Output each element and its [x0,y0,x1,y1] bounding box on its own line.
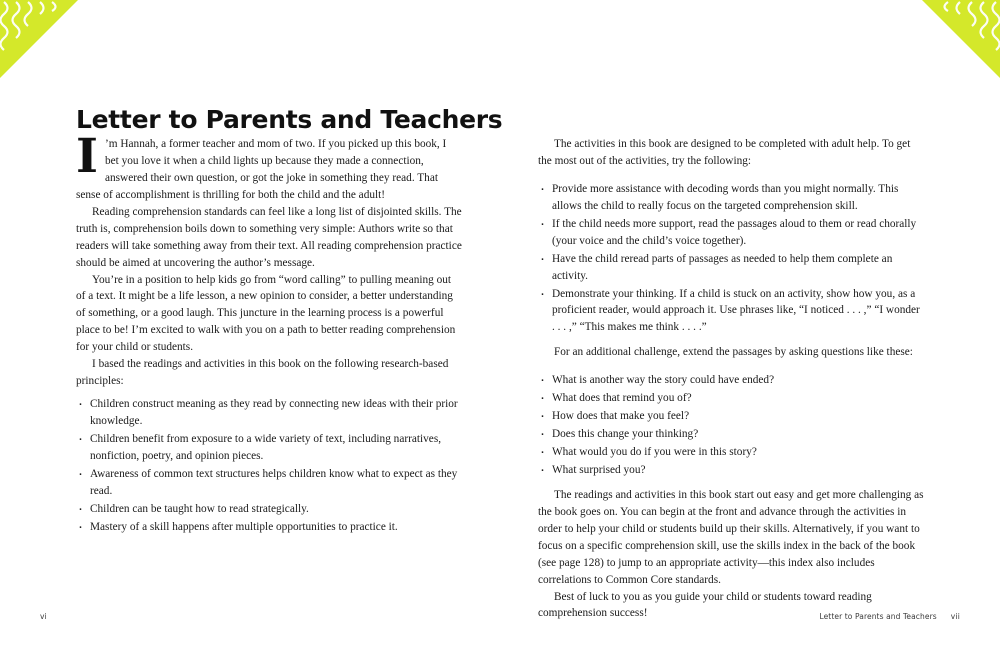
list-item: · Have the child reread parts of passages as needed to help them complete an activity. [538,251,924,285]
list-item: · Children benefit from exposure to a wide variety of text, including narratives, nonfiction, poetry, and opinion pieces. [76,431,462,465]
body-columns [76,129,924,622]
list-item: · Demonstrate your thinking. If a child is stuck on an activity, show how you, as a proficient reader, would approach it. Use phrases like, “I noticed . . . ,” “I wonder . . . ,” “This makes me think . . . .” [538,286,924,337]
right-paragraph-2: For an additional challenge, extend the passages by asking questions like these: [554,346,913,359]
list-item: · Mastery of a skill happens after multiple opportunities to practice it. [76,519,462,536]
list-item: · Provide more assistance with decoding words than you might normally. This allows the child to really focus on the targeted comprehension skill. [538,181,924,215]
list-item: · What would you do if you were in this story? [538,444,924,461]
list-item: · Children construct meaning as they read by connecting new ideas with their prior knowledge. [76,396,462,430]
left-paragraph-4: I based the readings and activities in this book on the following research-based principles: [76,358,449,388]
list-item: · What does that remind you of? [538,390,924,407]
page-title: Letter to Parents and Teachers [76,104,503,134]
corner-ornament-top-left [0,0,78,78]
left-paragraph-1-text: ’m Hannah, a former teacher and mom of two. If you picked up this book, I bet you love it when a child lights up because they made a connection, answered their own question, or got the joke in something they read. That sense of accomplishment is thrilling for both the child and the adult! [76,138,447,201]
folio-left: vi [40,612,47,621]
running-head: Letter to Parents and Teachers [819,612,937,621]
left-paragraph-3: You’re in a position to help kids go from “word calling” to pulling meaning out of a text. It might be a life lesson, a new opinion to consider, a better understanding of something, or a good laugh. This juncture in the learning process is a powerful place to be! I’m excited to walk with you on a path to better reading comprehension for your child or students. [76,273,456,354]
list-item: · Children can be taught how to read strategically. [76,501,462,518]
list-item: · Awareness of common text structures helps children know what to expect as they read. [76,466,462,500]
folio-number-right: vii [950,612,960,621]
questions-list [538,372,924,479]
drop-cap: I [76,129,98,184]
corner-ornament-top-right [922,0,1000,78]
left-column [76,129,462,622]
right-column [538,136,924,622]
left-paragraph-1 [76,129,462,204]
list-item: · Does this change your thinking? [538,426,924,443]
list-item: · What is another way the story could have ended? [538,372,924,389]
list-item: · If the child needs more support, read the passages aloud to them or read chorally (your voice and the child’s voice together). [538,216,924,250]
folio-right [819,612,960,621]
left-paragraph-2: Reading comprehension standards can feel like a long list of disjointed skills. The truth is, comprehension boils down to something very simple: Authors write so that readers will take something away from their text. All reading comprehension practice should be aimed at uncovering the author’s message. [76,205,462,269]
right-paragraph-3: The readings and activities in this book start out easy and get more challenging as the book goes on. You can begin at the front and advance through the activities in order to help your child or students build up their skills. Alternatively, if you want to focus on a specific comprehension skill, use the skills index in the back of the book (see page 128) to jump to an appropriate activity—this index also includes correlations to Common Core standards. [538,488,924,586]
list-item: · How does that make you feel? [538,408,924,425]
principles-list [76,396,462,536]
tips-list [538,181,924,336]
right-paragraph-4: Best of luck to you as you guide your child or students toward reading comprehension success! [538,590,872,620]
list-item: · What surprised you? [538,462,924,479]
right-paragraph-1: The activities in this book are designed to be completed with adult help. To get the most out of the activities, try the following: [538,138,911,167]
